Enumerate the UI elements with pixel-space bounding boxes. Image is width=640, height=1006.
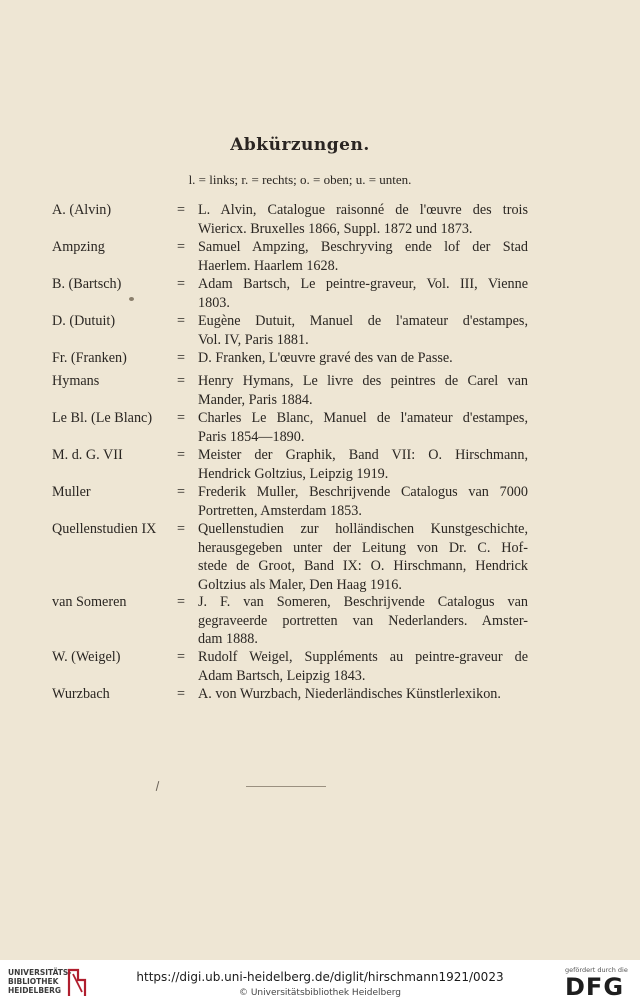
abbreviation-key: Muller	[52, 484, 91, 500]
definition-line: Charles Le Blanc, Manuel de l'amateur d'estampes,	[198, 410, 528, 426]
abbreviation-definition	[198, 593, 528, 649]
abbreviation-key: Fr. (Franken)	[52, 350, 127, 366]
abbreviation-key: van Someren	[52, 594, 127, 610]
abbreviation-definition	[198, 312, 528, 349]
abbreviation-definition	[198, 349, 528, 368]
definition-line: Portretten, Amsterdam 1853.	[198, 502, 362, 519]
abbreviation-key: B. (Bartsch)	[52, 276, 122, 292]
definition-line: Paris 1854—1890.	[198, 428, 305, 445]
library-emblem-icon	[66, 966, 88, 998]
abbreviation-definition	[198, 409, 528, 446]
definition-line: herausgegeben unter der Leitung von Dr. C. Hof-	[198, 539, 528, 556]
definition-line: Quellenstudien zur holländischen Kunstgeschichte,	[198, 521, 528, 537]
definition-line: Meister der Graphik, Band VII: O. Hirschmann,	[198, 447, 528, 463]
equals-sign: =	[177, 313, 186, 329]
equals-sign: =	[177, 521, 186, 537]
definition-line: Vol. IV, Paris 1881.	[198, 331, 309, 348]
dfg-caption: gefördert durch die	[565, 966, 628, 974]
copyright-notice: © Universitätsbibliothek Heidelberg	[238, 988, 401, 998]
logo-line: BIBLIOTHEK	[8, 977, 59, 986]
definition-line: A. von Wurzbach, Niederländisches Künstlerlexikon.	[198, 686, 501, 702]
ink-speck	[129, 297, 134, 301]
definition-line: Adam Bartsch, Le peintre-graveur, Vol. III, Vienne	[198, 276, 528, 292]
abbreviation-key: A. (Alvin)	[52, 202, 112, 218]
permalink-url[interactable]: https://digi.ub.uni-heidelberg.de/diglit/hirschmann1921/0023	[136, 970, 504, 984]
abbreviation-definition	[198, 238, 528, 275]
definition-line: gegraveerde portretten van Nederlanders. Amster-	[198, 612, 528, 629]
equals-sign: =	[177, 202, 186, 218]
definition-line: Goltzius als Maler, Den Haag 1916.	[198, 576, 402, 593]
equals-sign: =	[177, 447, 186, 463]
definition-line: 1803.	[198, 294, 230, 311]
abbreviation-key: Hymans	[52, 373, 100, 389]
definition-line: dam 1888.	[198, 631, 258, 647]
definition-line: Haerlem. Haarlem 1628.	[198, 257, 339, 274]
equals-sign: =	[177, 410, 186, 426]
viewer-footer	[0, 960, 640, 1006]
abbreviation-definition	[198, 520, 528, 594]
equals-sign: =	[177, 484, 186, 500]
equals-sign: =	[177, 276, 186, 292]
equals-sign: =	[177, 649, 186, 665]
definition-line: L. Alvin, Catalogue raisonné de l'œuvre des trois	[198, 202, 528, 218]
abbreviation-key: Ampzing	[52, 239, 105, 255]
equals-sign: =	[177, 239, 186, 255]
logo-line: HEIDELBERG	[8, 986, 62, 995]
abbreviation-definition	[198, 446, 528, 483]
definition-line: stede de Groot, Band IX: O. Hirschmann, Hendrick	[198, 558, 528, 574]
definition-line: Adam Bartsch, Leipzig 1843.	[198, 667, 366, 684]
definition-line: Mander, Paris 1884.	[198, 391, 313, 408]
definition-line: Frederik Muller, Beschrijvende Catalogus van 7000	[198, 484, 528, 500]
equals-sign: =	[177, 350, 186, 366]
abbreviation-key: Quellenstudien IX	[52, 521, 157, 537]
definition-line: Eugène Dutuit, Manuel de l'amateur d'estampes,	[198, 313, 528, 329]
abbreviation-legend: l. = links; r. = rechts; o. = oben; u. = unten.	[188, 172, 412, 187]
abbreviation-key: Le Bl. (Le Blanc)	[52, 410, 153, 426]
separator-rule	[246, 786, 326, 787]
abbreviation-key: Wurzbach	[52, 686, 110, 702]
abbreviation-key: D. (Dutuit)	[52, 313, 116, 329]
abbreviation-definition	[198, 275, 528, 312]
abbreviation-key: M. d. G. VII	[52, 447, 123, 463]
equals-sign: =	[177, 373, 186, 389]
abbreviation-definition	[198, 483, 528, 520]
logo-line: UNIVERSITÄTS-	[8, 968, 72, 977]
ink-mark	[156, 781, 160, 791]
equals-sign: =	[177, 594, 186, 610]
definition-line: Henry Hymans, Le livre des peintres de Carel van	[198, 373, 528, 389]
definition-line: Wiericx. Bruxelles 1866, Suppl. 1872 und 1873.	[198, 220, 473, 237]
abbreviation-definition	[198, 372, 528, 409]
abbreviation-definition	[198, 648, 528, 685]
definition-line: J. F. van Someren, Beschrijvende Catalogus van	[198, 594, 528, 610]
definition-line: Samuel Ampzing, Beschryving ende lof der Stad	[198, 239, 528, 255]
abbreviation-definition	[198, 201, 528, 238]
definition-line: D. Franken, L'œuvre gravé des van de Passe.	[198, 350, 453, 366]
abbreviation-definition	[198, 685, 528, 704]
definition-line: Hendrick Goltzius, Leipzig 1919.	[198, 465, 389, 482]
abbreviation-key: W. (Weigel)	[52, 649, 121, 665]
definition-line: Rudolf Weigel, Suppléments au peintre-graveur de	[198, 649, 528, 665]
page-title: Abkürzungen.	[230, 135, 370, 155]
equals-sign: =	[177, 686, 186, 702]
dfg-logo[interactable]: DFG	[565, 973, 625, 1001]
